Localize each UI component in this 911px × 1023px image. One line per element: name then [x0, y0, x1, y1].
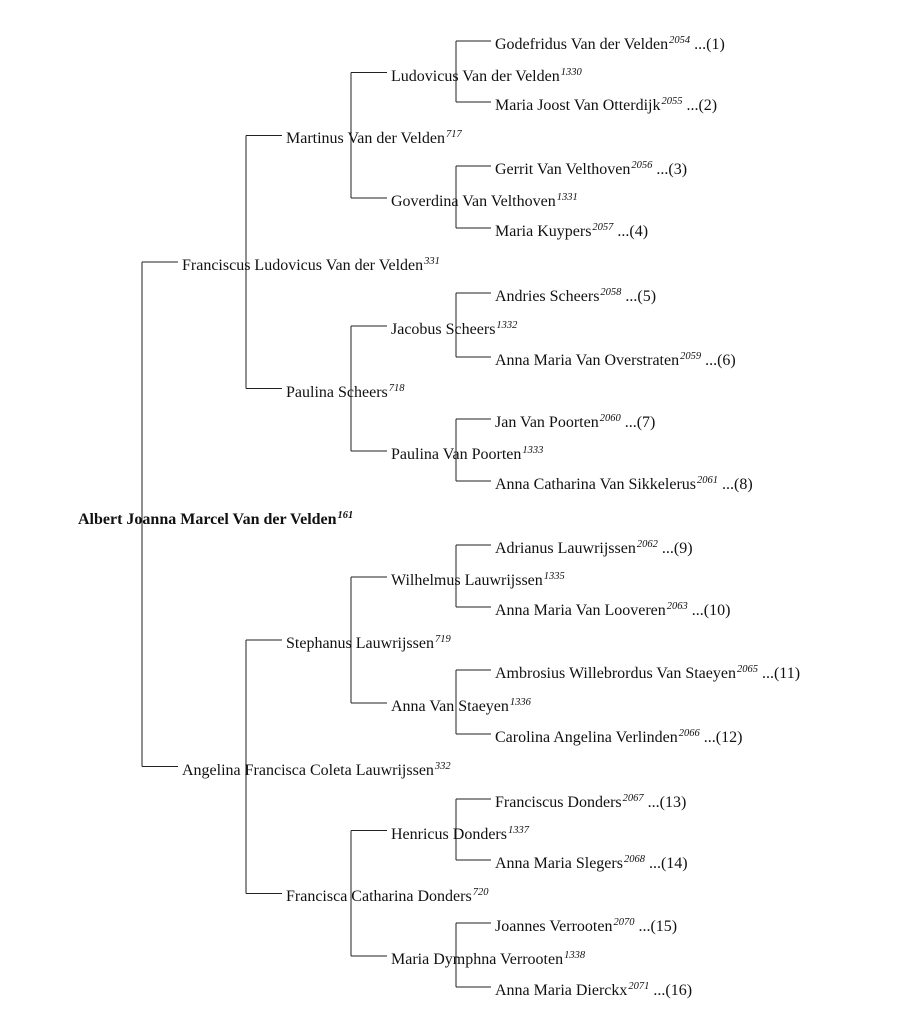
continuation-reference: ...(8)	[722, 476, 753, 493]
person-name: Goverdina Van Velthoven	[391, 193, 556, 210]
g4-person-label	[495, 914, 677, 936]
g2-person-label	[286, 631, 451, 653]
g3-person-label	[391, 442, 543, 464]
ahnentafel-number: 2054	[669, 35, 691, 46]
g4-person-label	[495, 284, 656, 306]
continuation-reference: ...(2)	[686, 97, 718, 114]
person-name: Albert Joanna Marcel Van der Velden	[78, 511, 337, 529]
root-person-label	[78, 507, 353, 529]
person-name: Godefridus Van der Velden	[495, 36, 669, 53]
ahnentafel-number: 718	[388, 382, 405, 394]
g3-person-label	[391, 317, 517, 339]
g4-person-label	[495, 410, 655, 432]
continuation-reference: ...(10)	[691, 602, 731, 619]
g4-person-label	[495, 472, 753, 494]
person-name: Anna Van Staeyen	[391, 698, 509, 715]
g4-person-label	[495, 978, 692, 1000]
person-name: Francisca Catharina Donders	[286, 888, 472, 906]
person-name: Anna Maria Dierckx	[495, 982, 628, 999]
ahnentafel-number: 2055	[661, 96, 683, 107]
continuation-reference: ...(6)	[705, 352, 736, 369]
person-name: Wilhelmus Lauwrijssen	[391, 572, 543, 589]
ahnentafel-number: 2058	[600, 287, 622, 298]
g4-person-label	[495, 32, 725, 54]
ahnentafel-number: 2068	[623, 854, 645, 865]
ahnentafel-number: 2056	[631, 160, 653, 171]
ahnentafel-number: 717	[445, 129, 462, 141]
person-name: Stephanus Lauwrijssen	[286, 635, 434, 652]
g2-person-label	[286, 126, 462, 148]
person-name: Carolina Angelina Verlinden	[495, 729, 678, 746]
person-name: Anna Maria Slegers	[495, 855, 623, 872]
ahnentafel-number: 2065	[736, 664, 758, 675]
person-name: Jan Van Poorten	[495, 414, 599, 431]
continuation-reference: ...(15)	[638, 918, 678, 935]
ahnentafel-number: 2057	[592, 222, 614, 233]
ahnentafel-number: 2063	[666, 601, 688, 612]
g3-person-label	[391, 64, 582, 86]
g1-person-label	[182, 758, 451, 780]
person-name: Joannes Verrooten	[495, 918, 613, 935]
ahnentafel-number: 2062	[636, 539, 658, 550]
ahnentafel-number: 331	[424, 255, 440, 267]
person-name: Anna Maria Van Looveren	[495, 602, 666, 619]
ahnentafel-number: 2071	[628, 981, 650, 992]
g4-person-label	[495, 598, 730, 620]
person-name: Anna Maria Van Overstraten	[495, 352, 680, 369]
ahnentafel-number: 1337	[507, 824, 529, 836]
person-name: Jacobus Scheers	[391, 321, 496, 338]
person-name: Franciscus Donders	[495, 794, 622, 811]
person-name: Paulina Scheers	[286, 383, 388, 401]
continuation-reference: ...(5)	[625, 288, 657, 305]
person-name: Adrianus Lauwrijssen	[495, 540, 636, 557]
g2-person-label	[286, 380, 405, 402]
g4-person-label	[495, 851, 688, 873]
person-name: Anna Catharina Van Sikkelerus	[495, 476, 696, 493]
g1-person-label	[182, 253, 440, 275]
person-name: Franciscus Ludovicus Van der Velden	[182, 256, 424, 274]
person-name: Ambrosius Willebrordus Van Staeyen	[495, 665, 736, 682]
continuation-reference: ...(1)	[694, 36, 725, 53]
ahnentafel-number: 719	[434, 634, 451, 645]
continuation-reference: ...(11)	[761, 665, 801, 682]
person-name: Ludovicus Van der Velden	[391, 67, 560, 85]
ahnentafel-number: 2060	[599, 413, 621, 424]
person-name: Henricus Donders	[391, 825, 507, 843]
g4-person-label	[495, 725, 742, 747]
continuation-reference: ...(12)	[703, 729, 743, 746]
g4-person-label	[495, 93, 717, 115]
g4-person-label	[495, 348, 736, 370]
ahnentafel-number: 1332	[496, 320, 518, 331]
continuation-reference: ...(9)	[661, 540, 693, 557]
g2-person-label	[286, 884, 488, 906]
ahnentafel-number: 161	[337, 510, 354, 522]
person-name: Gerrit Van Velthoven	[495, 161, 631, 178]
g4-person-label	[495, 536, 693, 558]
ahnentafel-number: 2067	[622, 793, 644, 804]
person-name: Paulina Van Poorten	[391, 446, 522, 463]
g4-person-label	[495, 661, 800, 683]
g3-person-label	[391, 947, 585, 969]
person-name: Maria Dymphna Verrooten	[391, 951, 564, 968]
ahnentafel-number: 2059	[680, 351, 702, 362]
ahnentafel-number: 1336	[509, 697, 531, 708]
g3-person-label	[391, 189, 578, 211]
ahnentafel-number: 2070	[613, 917, 635, 928]
ahnentafel-number: 1330	[560, 66, 582, 78]
g3-person-label	[391, 694, 531, 716]
ahnentafel-number: 332	[434, 760, 451, 772]
continuation-reference: ...(14)	[648, 855, 688, 872]
g4-person-label	[495, 157, 687, 179]
g4-person-label	[495, 790, 686, 812]
person-name: Maria Kuypers	[495, 223, 592, 240]
ahnentafel-number: 1335	[543, 571, 565, 582]
person-name: Angelina Francisca Coleta Lauwrijssen	[182, 761, 434, 779]
ahnentafel-number: 1333	[522, 445, 544, 456]
person-name: Maria Joost Van Otterdijk	[495, 97, 661, 114]
ahnentafel-number: 1331	[556, 192, 578, 203]
g4-person-label	[495, 219, 648, 241]
g3-person-label	[391, 822, 529, 844]
ahnentafel-number: 2061	[697, 475, 718, 486]
continuation-reference: ...(13)	[647, 794, 687, 811]
continuation-reference: ...(16)	[653, 982, 693, 999]
ahnentafel-number: 2066	[678, 728, 700, 739]
continuation-reference: ...(7)	[624, 414, 656, 431]
person-name: Andries Scheers	[495, 288, 600, 305]
ahnentafel-number: 1338	[564, 950, 586, 961]
ahnentafel-number: 720	[472, 887, 489, 899]
person-name: Martinus Van der Velden	[286, 130, 445, 148]
g3-person-label	[391, 568, 565, 590]
continuation-reference: ...(3)	[656, 161, 688, 178]
continuation-reference: ...(4)	[617, 223, 649, 240]
